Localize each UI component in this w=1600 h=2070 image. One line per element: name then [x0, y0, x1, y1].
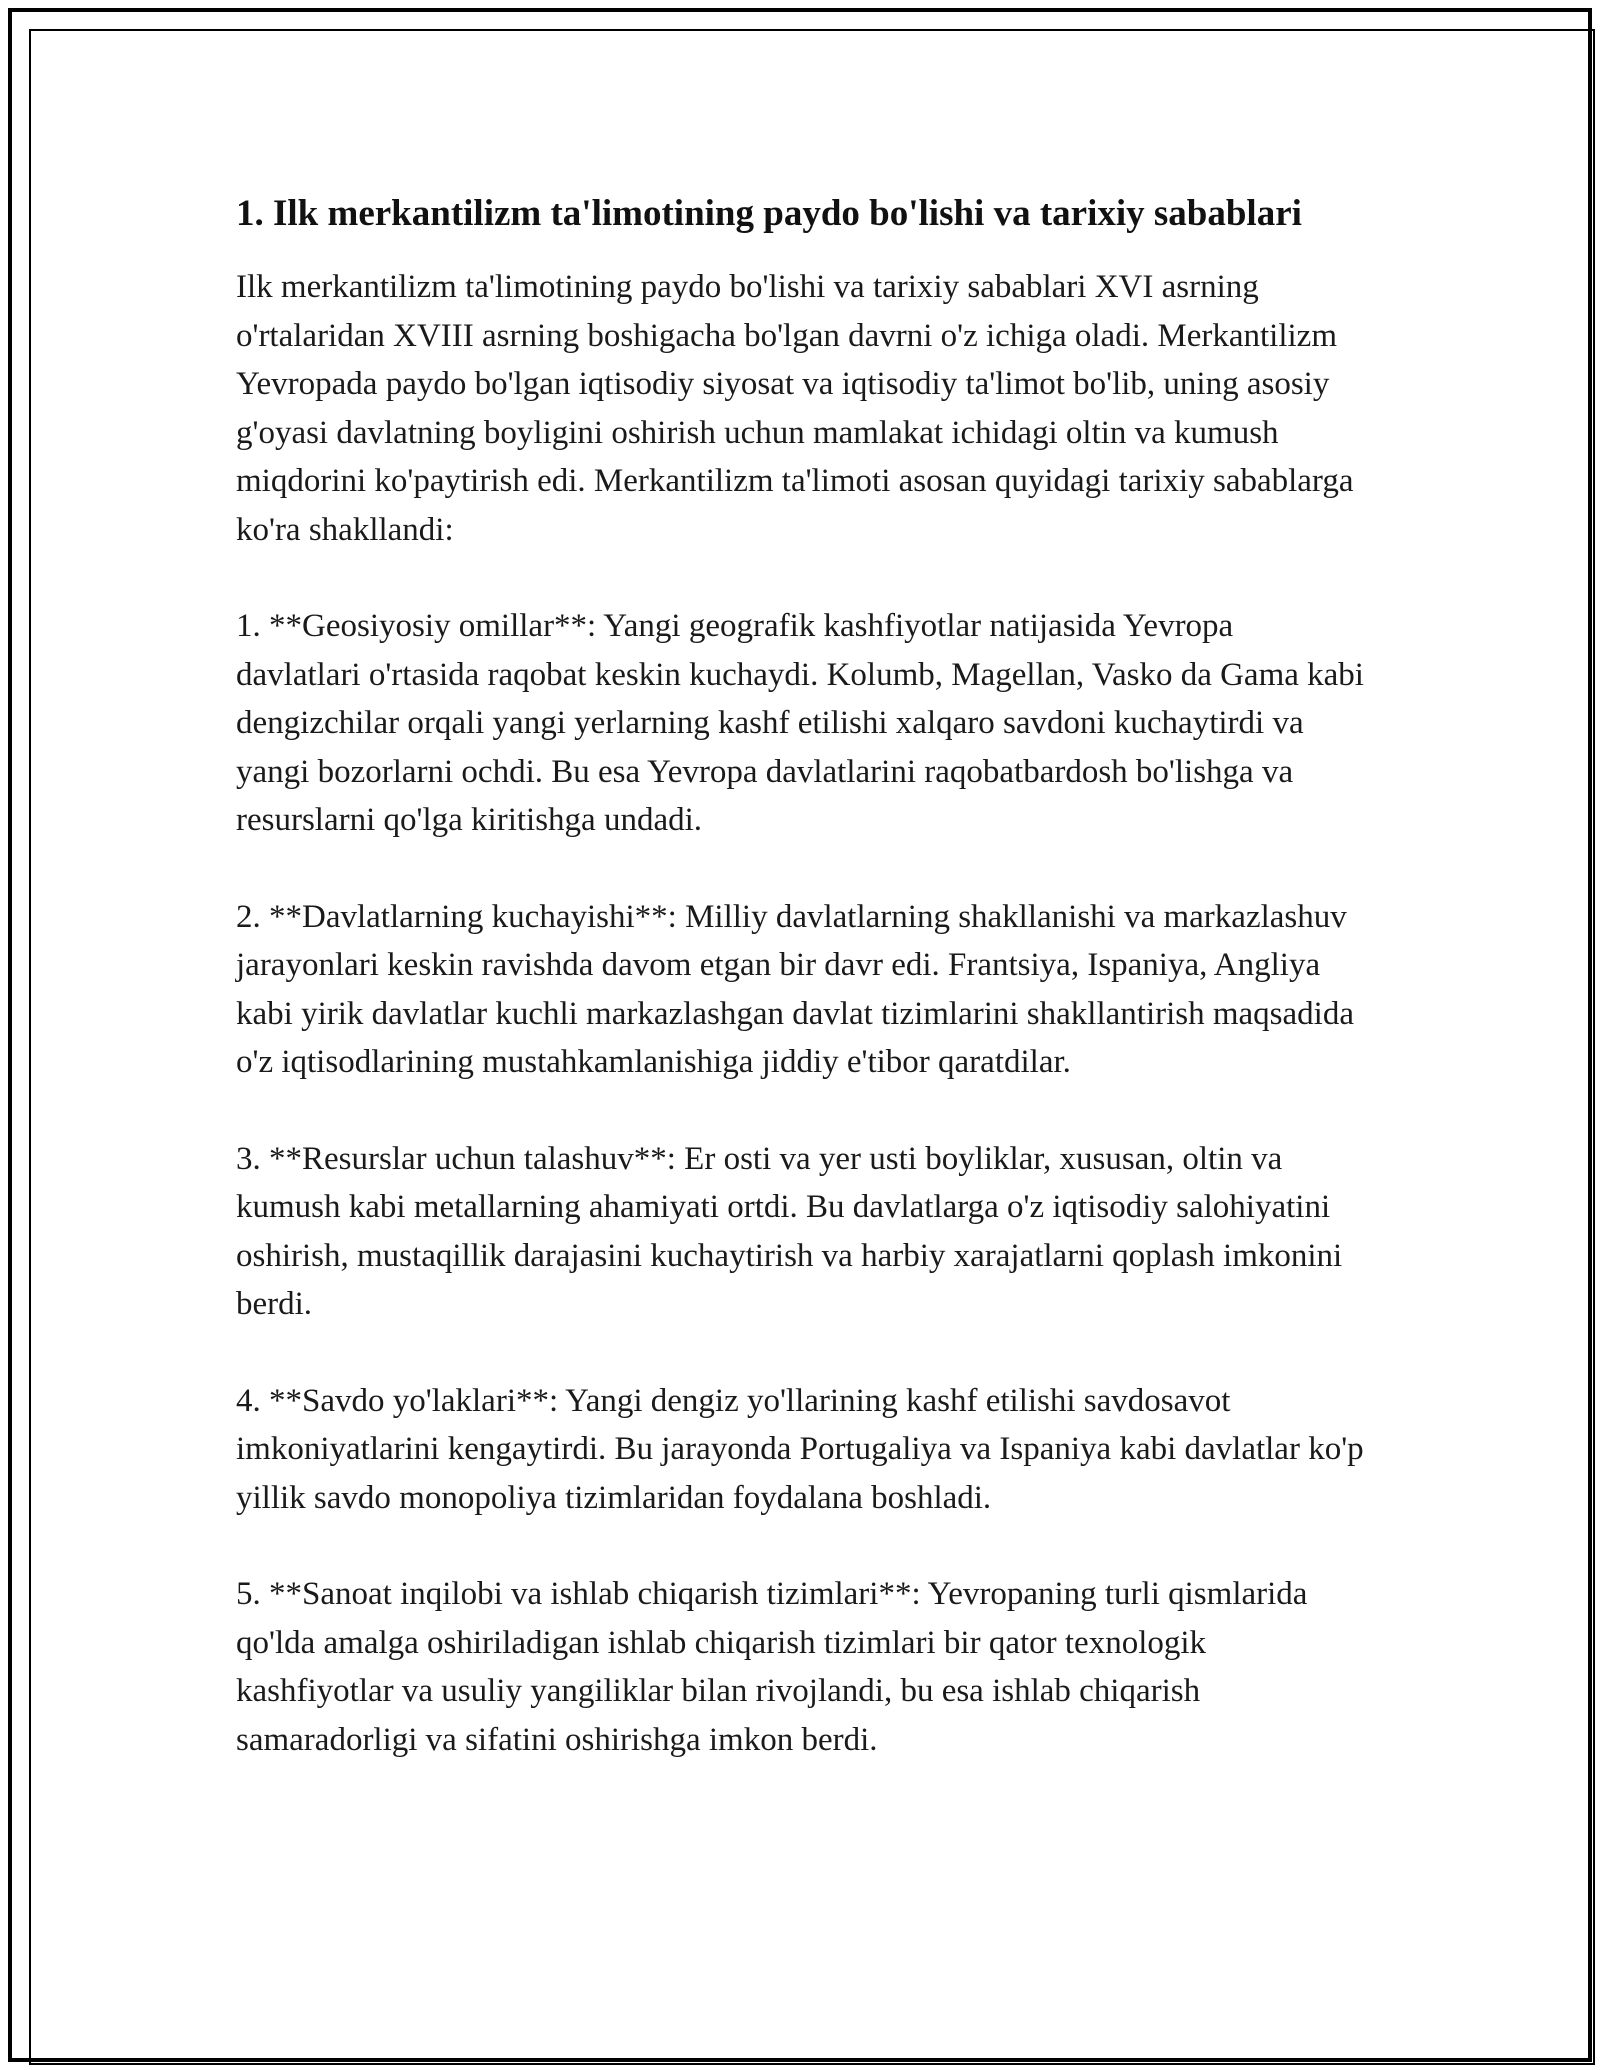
list-item: 2. **Davlatlarning kuchayishi**: Milliy davlatlarning shakllanishi va markazlashuv jarayonlari keskin ravishda davom etgan bir davr edi. Frantsiya, Ispaniya, Angliya kabi yirik davlatlar kuchli markazlashgan davlat tizimlarini shakllantirish maqsadida o'z iqtisodlarining mustahkamlanishiga jiddiy e'tibor qaratdilar. — [236, 898, 1354, 1080]
list-item: 3. **Resurslar uchun talashuv**: Er osti va yer usti boyliklar, xususan, oltin va kumush kabi metallarning ahamiyati ortdi. Bu davlatlarga o'z iqtisodiy salohiyatini oshirish, mustaqillik darajasini kuchaytirish va harbiy xarajatlarni qoplash imkonini berdi. — [236, 1140, 1343, 1322]
document-title: 1. Ilk merkantilizm ta'limotining paydo bo'lishi va tarixiy sabablari — [236, 193, 1302, 234]
list-item: 5. **Sanoat inqilobi va ishlab chiqarish tizimlari**: Yevropaning turli qismlarida qo'lda amalga oshiriladigan ishlab chiqarish tizimlari bir qator texnologik kashfiyotlar va usuliy yangiliklar bilan rivojlandi, bu esa ishlab chiqarish samaradorligi va sifatini oshirishga imkon berdi. — [236, 1576, 1308, 1758]
list-item: 1. **Geosiyosiy omillar**: Yangi geografik kashfiyotlar natijasida Yevropa davlatlari o'rtasida raqobat keskin kuchaydi. Kolumb, Magellan, Vasko da Gama kabi dengizchilar orqali yangi yerlarning kashf etilishi xalqaro savdoni kuchaytirdi va yangi bozorlarni ochdi. Bu esa Yevropa davlatlarini raqobatbardosh bo'lishga va resurslarni qo'lga kiritishga undadi. — [236, 608, 1364, 838]
list-item: 4. **Savdo yo'laklari**: Yangi dengiz yo'llarining kashf etilishi savdosavot imkoniyatlarini kengaytirdi. Bu jarayonda Portugaliya va Ispaniya kabi davlatlar ko'p yillik savdo monopoliya tizimlaridan foydalana boshladi. — [236, 1382, 1364, 1516]
intro-paragraph: Ilk merkantilizm ta'limotining paydo bo'lishi va tarixiy sabablari XVI asrning o'rtalaridan XVIII asrning boshigacha bo'lgan davrni o'z ichiga oladi. Merkantilizm Yevropada paydo bo'lgan iqtisodiy siyosat va iqtisodiy ta'limot bo'lib, uning asosiy g'oyasi davlatning boyligini oshirish uchun mamlakat ichidagi oltin va kumush miqdorini ko'paytirish edi. Merkantilizm ta'limoti asosan quyidagi tarixiy sabablarga ko'ra shakllandi: — [236, 269, 1354, 548]
document-body — [236, 186, 1366, 1812]
